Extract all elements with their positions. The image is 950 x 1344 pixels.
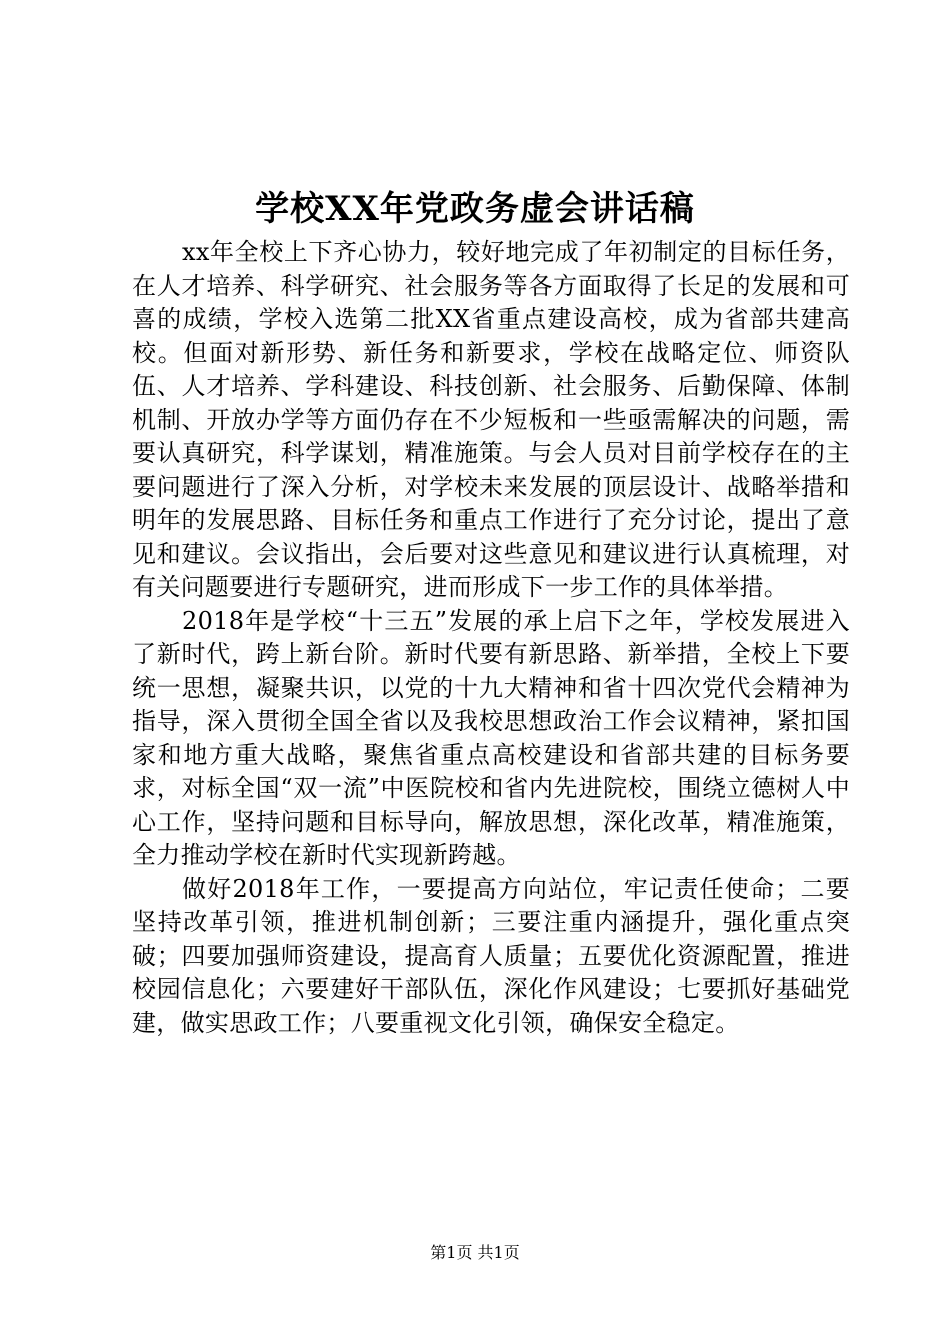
- paragraph-3: 做好2018年工作，一要提高方向站位，牢记责任使命；二要坚持改革引领，推进机制创新；三要注重内涵提升，强化重点突破；四要加强师资建设，提高育人质量；五要优化资源配置，推进校园信息化；六要建好干部队伍，深化作风建设；七要抓好基础党建，做实思政工作；八要重视文化引领，确保安全稳定。: [132, 874, 850, 1037]
- document-title: 学校XX年党政务虚会讲话稿: [255, 189, 695, 229]
- paragraph-1: xx年全校上下齐心协力，较好地完成了年初制定的目标任务，在人才培养、科学研究、社会服务等各方面取得了长足的发展和可喜的成绩，学校入选第二批XX省重点建设高校，成为省部共建高校。但面对新形势、新任务和新要求，学校在战略定位、师资队伍、人才培养、学科建设、科技创新、社会服务、后勤保障、体制机制、开放办学等方面仍存在不少短板和一些亟需解决的问题，需要认真研究，科学谋划，精准施策。与会人员对目前学校存在的主要问题进行了深入分析，对学校未来发展的顶层设计、战略举措和明年的发展思路、目标任务和重点工作进行了充分讨论，提出了意见和建议。会议指出，会后要对这些意见和建议进行认真梳理，对有关问题要进行专题研究，进而形成下一步工作的具体举措。: [132, 238, 850, 601]
- paragraph-2: 2018年是学校“十三五”发展的承上启下之年，学校发展进入了新时代，跨上新台阶。新时代要有新思路、新举措，全校上下要统一思想，凝聚共识，以党的十九大精神和省十四次党代会精神为指导，深入贯彻全国全省以及我校思想政治工作会议精神，紧扣国家和地方重大战略，聚焦省重点高校建设和省部共建的目标务要求，对标全国“双一流”中医院校和省内先进院校，围绕立德树人中心工作，坚持问题和目标导向，解放思想，深化改革，精准施策，全力推动学校在新时代实现新跨越。: [132, 606, 850, 869]
- page-footer: 第1页 共1页: [430, 1243, 520, 1262]
- document-body: [132, 236, 850, 1040]
